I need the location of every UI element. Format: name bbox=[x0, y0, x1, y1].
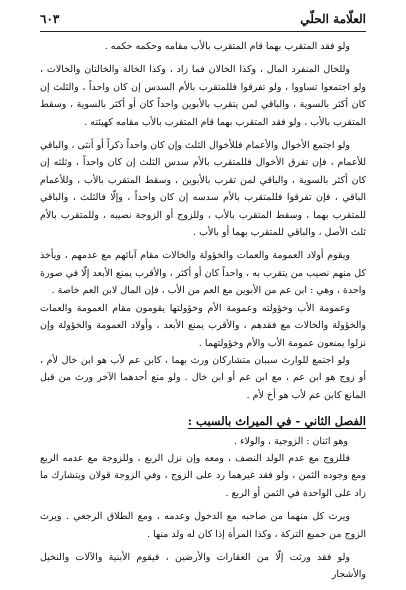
paragraph: ولو فقد ورثت إلّا من العقارات والأرضين ، فيقوم الأبنية والآلات والنخيل والأشجار bbox=[40, 551, 366, 581]
paragraph: ولو فقد المتقرب بهما قام المتقرب بالأب مقامه وحكمه حكمه . bbox=[104, 41, 350, 52]
page-body bbox=[40, 38, 366, 586]
page-header bbox=[40, 8, 366, 30]
paragraph: ويقوم أولاد العمومة والعمات والخؤولة والخالات مقام آبائهم مع عدمهم ، ويأخذ كل منهم نصيب من يتقرب به ، واحداً كان أو أكثر ، والأقرب يمنع الأبعد إلّا في صورة واحدة ، وهي : ابن عم من الأبوين مع العم من الأب ، فإن المال لابن العم خاصة . bbox=[40, 250, 366, 297]
running-title: العلّامة الحلّي bbox=[300, 12, 366, 26]
paragraph: وهو اثنان : الزوجية ، والولاء . bbox=[233, 435, 348, 447]
paragraph: ولو اجتمع للوارث سببان متشاركان ورث بهما ، كابن عم لأب هو ابن خال لأم ، أو زوج هو ابن عم ، مع ابن عم أو ابن خال . ولو منع أحدهما الآخر ورث من قبل المانع كابن عم لأب هو أخ لأم . bbox=[40, 354, 366, 401]
page-number: ٦٠٣ bbox=[40, 12, 60, 26]
section-heading: الفصل الثاني - في الميراث بالسبب : bbox=[187, 414, 366, 429]
paragraph: فللزوج مع عدم الولد النصف ، ومعه وإن نزل الربع ، وللزوجة مع عدمه الربع ومع وجوده الثمن ، ولو فقد غيرهما رد على الزوج ، وفي الزوجة قولان ويتشارك ما زاد على الواحدة في الثمن أو الربع . bbox=[40, 452, 366, 499]
paragraph: ولو اجتمع الأخوال والأعمام فللأخوال الثلث وإن كان واحداً ذكراً أو أنثى ، والباقي للأعمام ، فإن تفرق الأخوال فللمتقرب بالأم سدس الثلث إن كان واحداً ، وثلثه إن كان أكثر بالسوية ، والباقي لمن تقرب بالأبوين ، وسقط المتقرب بالأب ، وللأعمام الباقي ، فإن تفرقوا فللمتقرب بالأم سدسه إن كان واحداً ، وإلّا فالثلث ، والباقي للمتقرب بهما ، وسقط المتقرب بالأب ، وللزوج أو الزوجة نصيبه ، وللمتقرب بالأم ثلث الأصل ، والباقي للمتقرب بهما أو بالأب . bbox=[40, 140, 366, 239]
header-rule bbox=[40, 31, 366, 32]
paragraph: ويرث كل منهما من صاحبه مع الدخول وعدمه ، ومع الطلاق الرجعي . ويرث الزوج من جميع التركة ، وكذا المرأة إذا كان له ولد منها . bbox=[40, 511, 366, 540]
paragraph: وعمومة الأب وخؤولته وعمومة الأم وخؤولتها يقومون مقام العمومة والعمات والخؤولة والخالات مع فقدهم ، والأقرب يمنع الأبعد ، وأولاد العمومة والخؤولة وإن نزلوا يمنعون عمومة الأب والأم وخؤولتهما . bbox=[40, 302, 366, 349]
paragraph: وللخال المنفرد المال ، وكذا الخالان فما زاد ، وكذا الخالة والخالتان والخالات ، ولو اجتمعوا تساووا ، ولو تفرقوا فللمتقرب بالأم السدس إن كان واحداً ، والثلث إن كان أكثر بالسوية ، والباقي لمن يتقرب بالأبوين واحداً كان أو أكثر بالسوية ، وسقط المتقرب بالأب ، ولو فقد المتقرب بهما قام المتقرب بالأب مقامه كهيئته . bbox=[40, 64, 366, 128]
